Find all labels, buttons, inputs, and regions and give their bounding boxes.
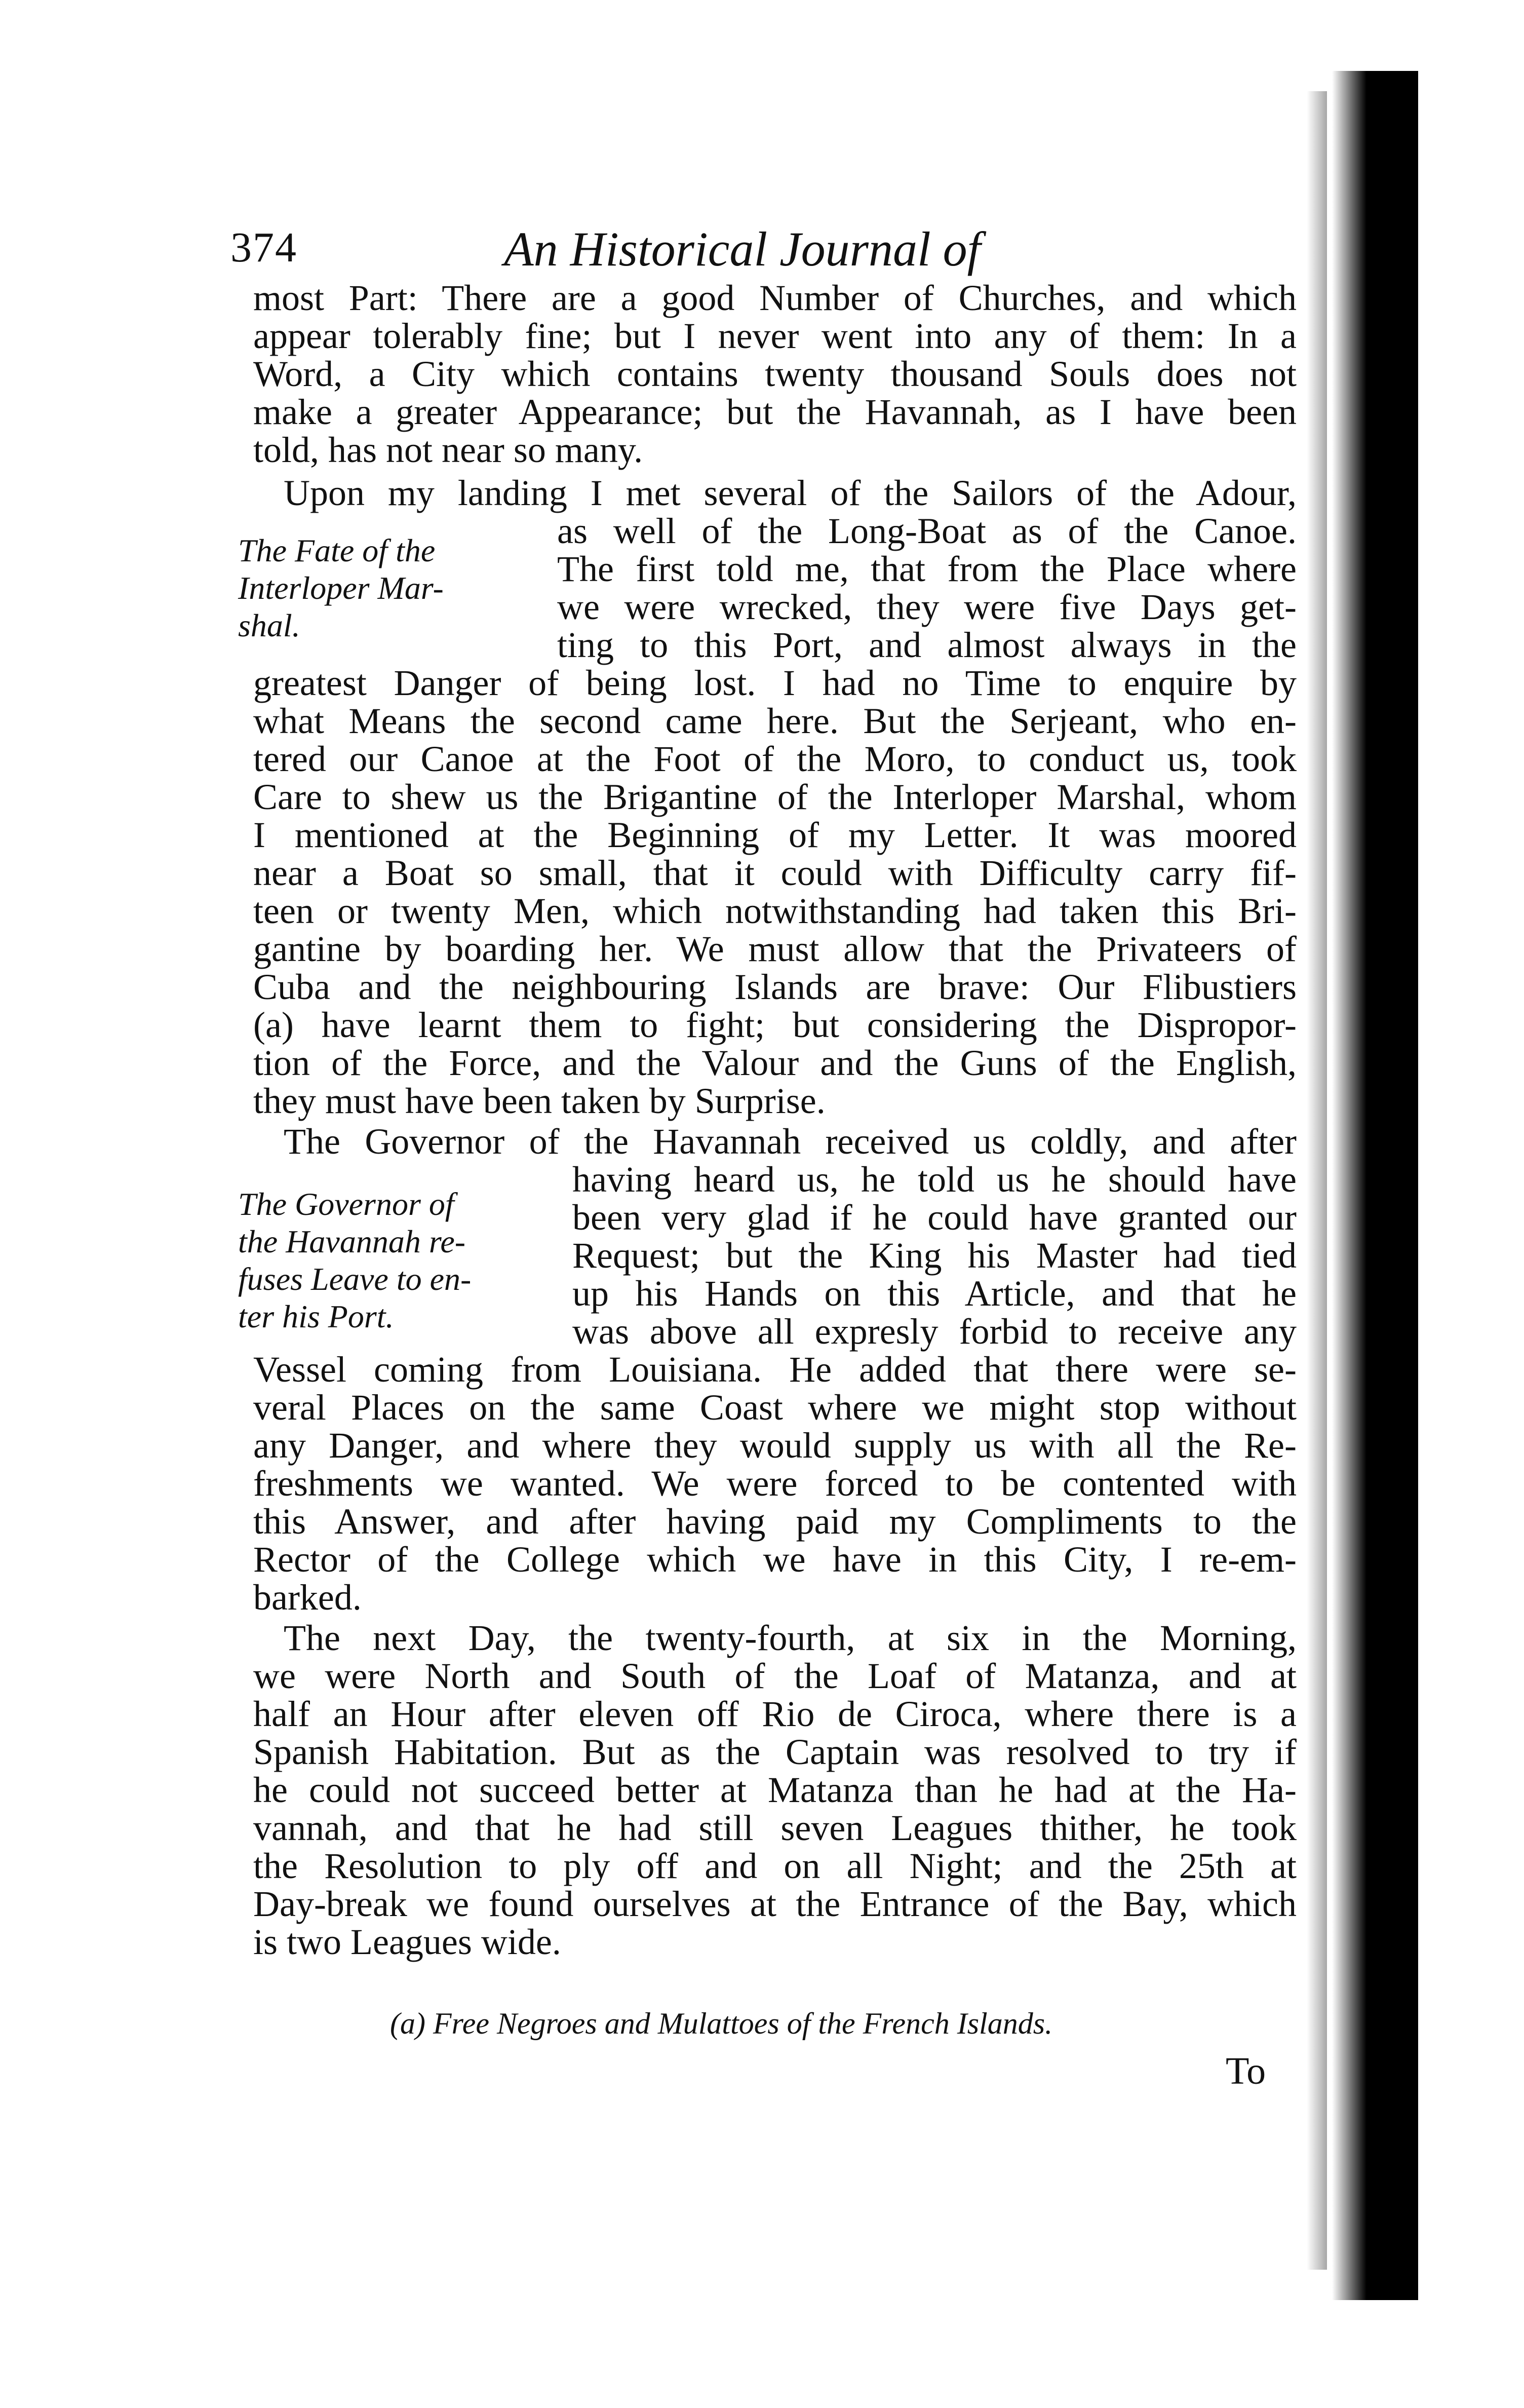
text-line: been very glad if he could have granted our xyxy=(572,1197,1297,1238)
page-number: 374 xyxy=(230,224,297,271)
margin-note-line: The Governor of xyxy=(238,1186,454,1222)
margin-note-line: ter his Port. xyxy=(238,1298,394,1334)
text-line: half an Hour after eleven off Rio de Ciroca, where there is a xyxy=(253,1694,1297,1734)
text-line: greatest Danger of being lost. I had no Time to enquire by xyxy=(253,663,1297,703)
text-line: Request; but the King his Master had tied xyxy=(572,1235,1297,1276)
text-line: any Danger, and where they would supply us with all the Re- xyxy=(253,1425,1297,1466)
text-line: Vessel coming from Louisiana. He added that there were se- xyxy=(253,1349,1297,1390)
text-line: veral Places on the same Coast where we might stop without xyxy=(253,1387,1297,1428)
text-line: Upon my landing I met several of the Sailors of the Adour, xyxy=(284,473,1297,513)
margin-note xyxy=(238,532,444,644)
text-line: what Means the second came here. But the Serjeant, who en- xyxy=(253,701,1297,741)
text-line: as well of the Long-Boat as of the Canoe. xyxy=(557,511,1297,551)
margin-note-line: fuses Leave to en- xyxy=(238,1261,472,1297)
text-line: appear tolerably fine; but I never went into any of them: In a xyxy=(253,316,1297,356)
text-line: freshments we wanted. We were forced to be contented with xyxy=(253,1463,1297,1504)
text-line: the Resolution to ply off and on all Night; and the 25th at xyxy=(253,1846,1297,1886)
text-line: near a Boat so small, that it could with Difficulty carry fif- xyxy=(253,853,1297,893)
margin-note-line: The Fate of the xyxy=(238,532,436,568)
text-line: having heard us, he told us he should have xyxy=(572,1159,1297,1200)
margin-note-line: shal. xyxy=(238,607,300,643)
catchword: To xyxy=(1226,2050,1266,2092)
text-line: (a) have learnt them to fight; but considering the Dispropor- xyxy=(253,1005,1297,1045)
text-line: was above all expresly forbid to receive any xyxy=(572,1311,1297,1352)
text-line: ting to this Port, and almost always in the xyxy=(557,625,1297,665)
page-header xyxy=(230,223,1294,279)
text-line: Word, a City which contains twenty thousand Souls does not xyxy=(253,354,1297,394)
text-line: told, has not near so many. xyxy=(253,430,643,470)
text-line: most Part: There are a good Number of Churches, and which xyxy=(253,278,1297,318)
text-line: The next Day, the twenty-fourth, at six in the Morning, xyxy=(284,1618,1297,1658)
text-line: teen or twenty Men, which notwithstanding had taken this Bri- xyxy=(253,891,1297,931)
text-line: tered our Canoe at the Foot of the Moro, to conduct us, took xyxy=(253,739,1297,779)
text-line: barked. xyxy=(253,1577,362,1618)
text-line: is two Leagues wide. xyxy=(253,1922,561,1962)
text-line: Cuba and the neighbouring Islands are brave: Our Flibustiers xyxy=(253,967,1297,1007)
text-line: this Answer, and after having paid my Compliments to the xyxy=(253,1501,1297,1542)
text-line: The first told me, that from the Place where xyxy=(557,549,1297,589)
text-line: I mentioned at the Beginning of my Letter. It was moored xyxy=(253,815,1297,855)
text-line: tion of the Force, and the Valour and the Guns of the English, xyxy=(253,1043,1297,1083)
text-line: Care to shew us the Brigantine of the Interloper Marshal, whom xyxy=(253,777,1297,817)
text-line: Day-break we found ourselves at the Entrance of the Bay, which xyxy=(253,1884,1297,1924)
margin-note xyxy=(238,1186,471,1335)
text-line: they must have been taken by Surprise. xyxy=(253,1081,826,1121)
text-line: gantine by boarding her. We must allow that the Privateers of xyxy=(253,929,1297,969)
text-line: up his Hands on this Article, and that he xyxy=(572,1273,1297,1314)
footnote: (a) Free Negroes and Mulattoes of the French Islands. xyxy=(390,2007,1053,2040)
binding-edge xyxy=(1307,91,1327,2270)
binding-shadow xyxy=(1332,71,1418,2300)
text-line: Rector of the College which we have in this City, I re-em- xyxy=(253,1539,1297,1580)
text-line: vannah, and that he had still seven Leagues thither, he took xyxy=(253,1808,1297,1848)
text-line: he could not succeed better at Matanza than he had at the Ha- xyxy=(253,1770,1297,1810)
text-line: we were North and South of the Loaf of Matanza, and at xyxy=(253,1656,1297,1696)
running-title: An Historical Journal of xyxy=(504,222,981,276)
text-line: make a greater Appearance; but the Havannah, as I have been xyxy=(253,392,1297,432)
margin-note-line: the Havannah re- xyxy=(238,1224,466,1259)
text-line: The Governor of the Havannah received us coldly, and after xyxy=(284,1121,1297,1162)
text-line: we were wrecked, they were five Days get- xyxy=(557,587,1297,627)
text-line: Spanish Habitation. But as the Captain was resolved to try if xyxy=(253,1732,1297,1772)
margin-note-line: Interloper Mar- xyxy=(238,570,444,606)
